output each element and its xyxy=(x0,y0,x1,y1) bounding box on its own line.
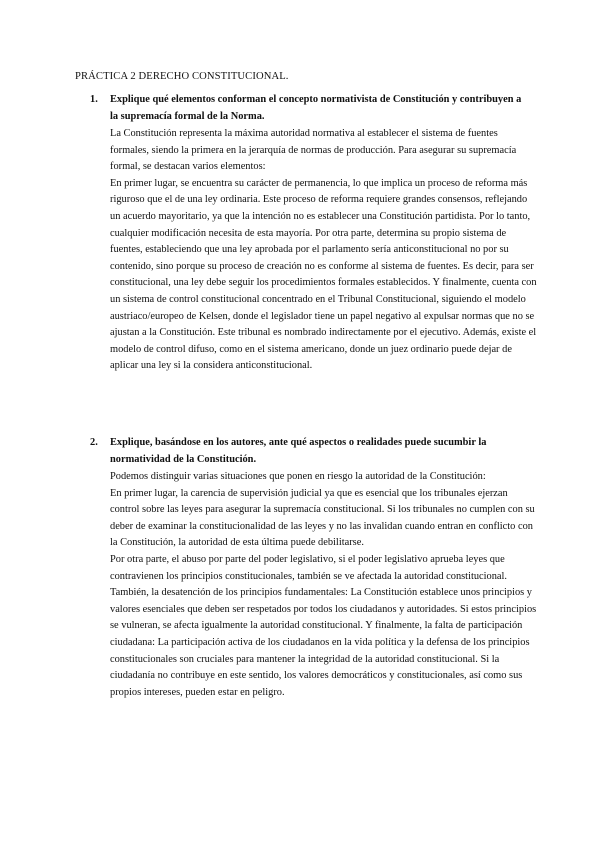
answer-paragraph: Podemos distinguir varias situaciones que ponen en riesgo la autoridad de la Constitución: xyxy=(110,471,486,482)
answer-2 xyxy=(110,469,538,701)
answer-paragraph: La Constitución representa la máxima autoridad normativa al establecer el sistema de fuentes formales, siendo la primera en la jerarquía de normas de producción. Para asegurar su supremacía formal, se destacan varios elementos: xyxy=(110,128,517,173)
answer-paragraph: En primer lugar, la carencia de supervisión judicial ya que es esencial que los tribunales ejerzan control sobre las leyes para asegurar la supremacía constitucional. Si los tribunales no cumplen con su deber de examinar la constitucionalidad de las leyes y no las invalidan cuando entran en conflicto con la Constitución, la autoridad de esta última puede debilitarse. xyxy=(110,487,535,549)
answer-paragraph: En primer lugar, se encuentra su carácter de permanencia, lo que implica un proceso de reforma más riguroso que el de una ley ordinaria. Este proceso de reforma requiere grandes consensos, reflejando un acuerdo mayoritario, ya que la intención no es establecer una Constitución partidista. Por lo tanto, cualquier modificación necesita de esta mayoría. Por otra parte, determina su propio sistema de fuentes, estableciendo que una ley aprobada por el parlamento sería anticonstitucional no por su contenido, sino porque su proceso de creación no es conforme al sistema de fuentes. Es decir, para ser constitucional, una ley debe seguir los procedimientos formales establecidos. Y finalmente, cuenta con un sistema de control constitucional concentrado en el Tribunal Constitucional, siguiendo el modelo austriaco/europeo de Kelsen, donde el legislador tiene un papel negativo al expulsar normas que no se ajustan a la Constitución. Este tribunal es nombrado indirectamente por el ejecutivo. Además, existe el modelo de control difuso, como en el sistema americano, donde un juez ordinario puede dejar de aplicar una ley si la considera anticonstitucional. xyxy=(110,177,537,372)
question-text: Explique, basándose en los autores, ante qué aspectos o realidades puede sucumbir la normatividad de la Constitución. xyxy=(110,437,487,465)
document-title: PRÁCTICA 2 DERECHO CONSTITUCIONAL. xyxy=(75,71,289,82)
question-number: 2. xyxy=(90,437,98,448)
question-2 xyxy=(90,435,530,468)
answer-paragraph: Por otra parte, el abuso por parte del poder legislativo, si el poder legislativo aprueba leyes que contravienen los principios constitucionales, también se ve afectada la autoridad constitucional. También, la desatención de los principios fundamentales: La Constitución establece unos principios y valores esenciales que deben ser respetados por todos los ciudadanos y autoridades. Si estos principios se vulneran, se afecta igualmente la autoridad constitucional. Y finalmente, la falta de participación ciudadana: La participación activa de los ciudadanos en la vida política y la defensa de los principios constitucionales son cruciales para mantener la integridad de la autoridad constitucional. Si la ciudadanía no contribuye en este sentido, los valores democráticos y constitucionales, así como sus propios intereses, pueden estar en peligro. xyxy=(110,553,537,698)
question-number: 1. xyxy=(90,94,98,105)
answer-1 xyxy=(110,126,538,375)
question-1 xyxy=(90,92,530,125)
question-text: Explique qué elementos conforman el concepto normativista de Constitución y contribuyen a la supremacía formal de la Norma. xyxy=(110,94,522,122)
